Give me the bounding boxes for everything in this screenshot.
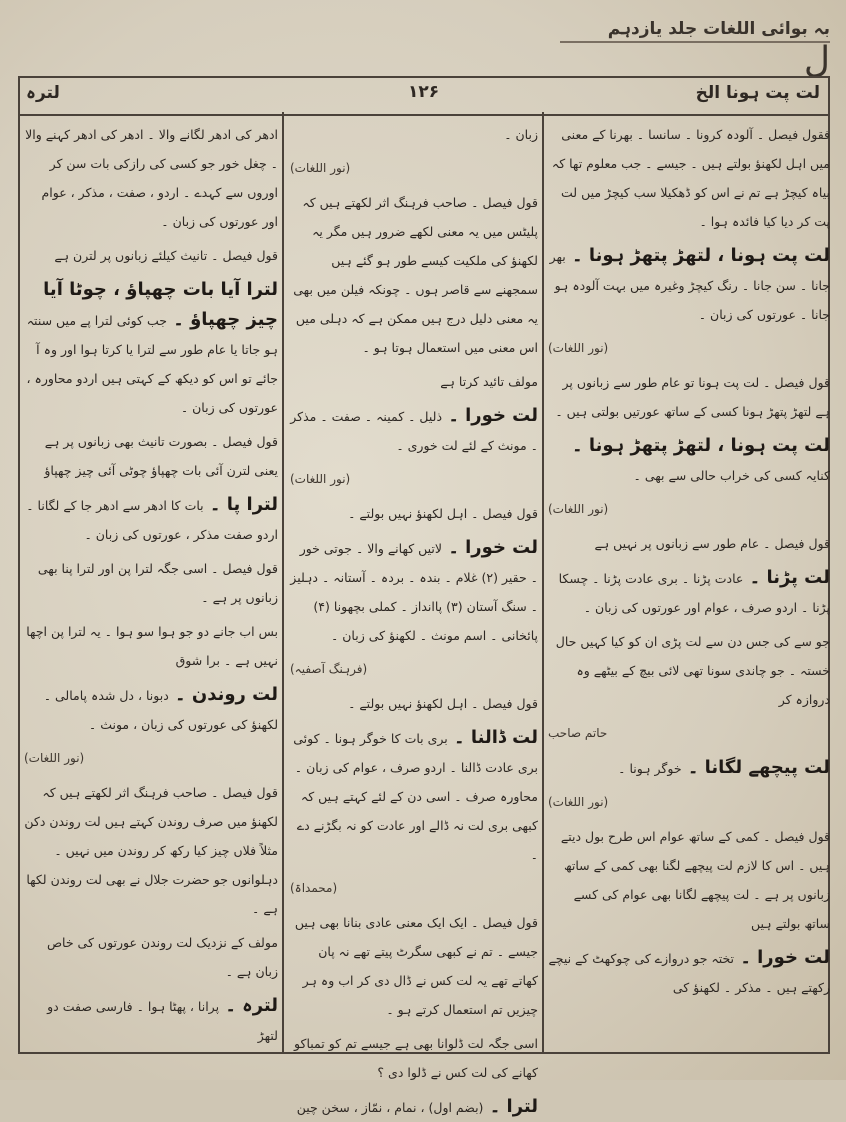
dictionary-entry	[548, 788, 830, 817]
entry-text: قول فیصل ۔ اہل لکھنؤ نہیں بولتے ۔	[348, 506, 538, 521]
dictionary-entry	[290, 689, 538, 718]
dictionary-entry	[24, 991, 278, 1050]
entry-headword: لت خورا ۔	[442, 537, 538, 558]
entry-headword: لت پڑنا ۔	[743, 567, 830, 588]
entry-headword: لت پت ہونا ، لتھڑ پتھڑ ہونا ۔	[565, 245, 830, 266]
entry-text: قول فیصل ۔ اہل لکھنؤ نہیں بولتے ۔	[348, 696, 538, 711]
dictionary-entry	[24, 554, 278, 612]
dictionary-entry	[24, 744, 278, 773]
running-head: بہ بوائی اللغات جلد یازدہم	[560, 18, 830, 43]
dictionary-entry	[290, 1092, 538, 1122]
entry-source-ref: (نور اللغات)	[290, 472, 351, 486]
dictionary-entry	[290, 499, 538, 528]
dictionary-entry	[548, 627, 830, 714]
entry-source-ref: (فرہنگ آصفیہ)	[290, 662, 368, 676]
dictionary-entry	[290, 401, 538, 460]
dictionary-entry	[548, 495, 830, 524]
header-right-word: لت پت ہونا الخ	[695, 83, 820, 103]
dictionary-entry	[290, 120, 538, 149]
entry-source-ref: (نور اللغات)	[24, 751, 85, 765]
column-divider	[282, 112, 284, 1052]
dictionary-entry	[290, 154, 538, 183]
entry-text: قول فیصل ۔ لت پت ہونا تو عام طور سے زبانوں پر ہے لتھڑ پتھڑ ہونا کسی کے ساتھ عورتیں بولتی ہیں ۔	[555, 375, 830, 419]
dictionary-entry	[290, 1029, 538, 1087]
entry-text: (بضم اول) ، نمام ، نمّاز ، سخن چین	[296, 1100, 484, 1115]
column-divider	[542, 112, 544, 1052]
entry-text: ادھر کی ادھر لگانے والا ۔ ادھر کی ادھر کہنے والا ۔ چغل خور جو کسی کی رازکی بات سن کر اوروں سے کہدے ۔ اردو ، صفت ، مذکر ، عوام اور عورتوں کی زبان ۔	[25, 127, 278, 229]
dictionary-entry	[290, 655, 538, 684]
entry-text: کنایہ کسی کی خراب حالی سے بھی ۔	[633, 468, 830, 483]
entry-source-ref: (نور اللغات)	[290, 161, 351, 175]
entry-text: مولف تائید کرتا ہے	[440, 374, 538, 389]
column-middle	[290, 120, 538, 1117]
dictionary-entry	[290, 908, 538, 1024]
entry-text: مولف کے نزدیک لت روندن عورتوں کی خاص زبان ہے ۔	[46, 935, 278, 979]
dictionary-entry	[290, 723, 538, 869]
entry-headword: لت روندن ۔	[168, 684, 278, 705]
dictionary-entry	[548, 563, 830, 622]
dictionary-entry	[548, 943, 830, 1002]
dictionary-entry	[290, 533, 538, 650]
outer-border-left	[18, 76, 20, 1054]
entry-source-ref: (نور اللغات)	[548, 502, 609, 516]
entry-text: پرانا ، پھٹا ہوا ۔ فارسی صفت دو لتھڑ	[47, 999, 278, 1043]
entry-text: قول فیصل ۔ اسی جگہ لترا پن اور لترا پنا بھی زبانوں پر ہے ۔	[37, 561, 278, 605]
entry-text: ذلیل ۔ کمینہ ۔ صفت ۔ مذکر ۔ مونث کے لئے لت خوری ۔	[290, 409, 538, 453]
header-left-word: لترہ	[26, 83, 60, 103]
dictionary-entry	[548, 822, 830, 938]
dictionary-entry	[24, 928, 278, 986]
entry-text: جو سے کی جس دن سے لت پڑی ان کو کیا کہیں حال خستہ ۔ جو چاندی سونا تھی لائی بیچ کے بیٹھے وہ دروازہ کر	[555, 634, 830, 707]
dictionary-entry	[24, 241, 278, 270]
entry-text: بات کا ادھر سے ادھر جا کے لگانا ۔ اردو صفت مذکر ، عورتوں کی زبان ۔	[26, 498, 278, 542]
entry-text: دبونا ، دل شدہ پامالی ۔ لکھنؤ کی عورتوں کی زبان ، مونث ۔	[43, 688, 278, 732]
dictionary-entry	[548, 334, 830, 363]
entry-text: قول فیصل ۔ کمی کے ساتھ عوام اس طرح بول دیتے ہیں ۔ اس کا لازم لت پیچھے لگنا بھی کمی کے ساتھ زبانوں پر ہے ۔ لت پیچھے لگانا بھی عوام کی کسے ساتھ بولتے ہیں	[560, 829, 830, 931]
dictionary-entry	[548, 719, 830, 748]
column-right	[548, 120, 830, 1048]
entry-headword: لترا پا ۔	[203, 494, 278, 515]
entry-text: خوگر ہونا ۔	[618, 761, 682, 776]
entry-headword: لت پیچھے لگانا ۔	[681, 757, 830, 778]
dictionary-entry	[24, 680, 278, 739]
entry-source-ref: (نور اللغات)	[548, 795, 609, 809]
dictionary-entry	[24, 617, 278, 675]
entry-headword: لت خورا ۔	[734, 947, 830, 968]
entry-text: جب کوئی لترا پے میں سنتہ ہو جاتا یا عام طور سے لترا یا کرتا ہوا اور وہ آ جائے تو اس کو دیکھ کے کہتی ہیں اردو محاورہ ، عورتوں کی زبان ۔	[26, 313, 278, 415]
dictionary-entry	[24, 778, 278, 923]
page-number: ۱۲۶	[408, 82, 440, 102]
dictionary-entry	[290, 874, 538, 903]
entry-text: بھر جانا ۔ سن جانا ۔ رنگ کیچڑ وغیرہ میں بہت آلودہ ہو جانا ۔ عورتوں کی زبان ۔	[549, 249, 830, 322]
entry-source-ref: حاتم صاحب	[548, 726, 608, 740]
entry-headword: لترا ۔	[483, 1096, 538, 1117]
corner-letter: ل	[803, 40, 830, 81]
dictionary-entry	[548, 120, 830, 236]
entry-text: قول فیصل ۔ ایک ایک معنی عادی بنانا بھی ہیں جیسے ۔ تم نے کبھی سگرٹ پیتے تھے نہ پان کھاتے تھے یہ لت کس نے ڈال دی کر اب وہ ہر چیزیں تم استعمال کرتے ہو ۔	[294, 915, 538, 1017]
entry-text: فقول فیصل ۔ آلودہ کرونا ۔ سانسا ۔ بھرنا کے معنی میں اہل لکھنؤ بولتے ہیں ۔ جیسے ۔ جب معلوم تھا کہ بیاہ کیچڑ ہے تم نے اس کو ڈھکیلا سب کیچڑ میں لت پت کر دیا کیا فائدہ ہوا ۔	[551, 127, 830, 229]
entry-text: بس اب جانے دو جو ہوا سو ہوا ۔ یہ لترا پن اچھا نہیں ہے ۔ برا شوق	[26, 624, 278, 668]
dictionary-entry	[548, 431, 830, 490]
page-header	[18, 76, 830, 116]
entry-text: تختہ جو دروازے کی چوکھٹ کے نیچے رکھتے ہیں ۔ مذکر ۔ لکھنؤ کی	[548, 951, 830, 995]
entry-source-ref: (نور اللغات)	[548, 341, 609, 355]
entry-headword: لت ڈالنا ۔	[447, 727, 538, 748]
entry-headword: لترہ ۔	[219, 995, 278, 1016]
dictionary-entry	[290, 367, 538, 396]
entry-text: عادت پڑنا ۔ بری عادت پڑنا ۔ چسکا پڑنا ۔ اردو صرف ، عوام اور عورتوں کی زبان ۔	[558, 571, 830, 615]
dictionary-entry	[24, 275, 278, 422]
dictionary-entry	[548, 529, 830, 558]
dictionary-entry	[24, 120, 278, 236]
entry-headword: لت خورا ۔	[442, 405, 538, 426]
dictionary-entry	[548, 753, 830, 783]
dictionary-entry	[290, 465, 538, 494]
entry-text: قول فیصل ۔ بصورت تانیث بھی زبانوں پر ہے یعنی لترن آئی بات چھپاؤ چوٹی آئی چیز چھپاؤ	[44, 434, 278, 478]
dictionary-entry	[290, 188, 538, 362]
entry-text: بری بات کا خوگر ہونا ۔ کوئی بری عادت ڈالنا ۔ اردو صرف ، عوام کی زبان ۔ محاورہ صرف ۔ اسی دن کے لئے کہتے ہیں کہ کبھی بری لت نہ ڈالے اور عادت کو نہ بگڑنے دے ۔	[293, 731, 538, 862]
entry-text: اسی جگہ لت ڈلوانا بھی ہے جیسے تم کو تمباکو کھانے کی لت کس نے ڈلوا دی ؟	[294, 1036, 538, 1080]
dictionary-entry	[24, 490, 278, 549]
entry-text: قول فیصل ۔ صاحب فرہنگ اثر لکھتے ہیں کہ پلیٹس میں یہ معنی لکھے ضرور ہیں مگر یہ لکھنؤ کی ملکیت کیسے طور ہو گئے ہیں سمجھنے سے قاصر ہوں ۔ چونکہ فیلن میں بھی یہ معنی دلیل درج ہیں ممکن ہے کہ دہلی میں اس معنی میں استعمال ہوتا ہو ۔	[293, 195, 538, 355]
dictionary-entry	[24, 427, 278, 485]
entry-headword: لت پت ہونا ، لتھڑ پتھڑ ہونا ۔	[572, 435, 830, 456]
entry-text: لاتیں کھانے والا ۔ جوتی خور ۔ حقیر (۲) غلام ۔ بندہ ۔ بردہ ۔ آستانہ ۔ دہلیز ۔ سنگ آستان (۳) پاانداز ۔ کملی بچھونا (۴) پائخانی ۔ اسم مونث ۔ لکھنؤ کی زبان ۔	[290, 541, 538, 643]
entry-text: قول فیصل ۔ تانیث کیلئے زبانوں پر لترن ہے	[54, 248, 278, 263]
entry-headword: لترا آیا بات چھپاؤ ، چوٹا آیا چیز چھپاؤ ۔	[43, 279, 278, 330]
entry-text: قول فیصل ۔ صاحب فرہنگ اثر لکھتے ہیں کہ لکھنؤ میں صرف روندن کہتے ہیں لت روندن دکن مثلاً فلاں چیز کیا رکھ کر روندن میں نہیں ۔ دہلوانوں جو حضرت جلال نے بھی لت روندن لکھا ہے ۔	[24, 785, 278, 916]
entry-source-ref: (محمداۃ)	[290, 881, 338, 895]
entry-text: قول فیصل ۔ عام طور سے زبانوں پر نہیں ہے	[594, 536, 830, 551]
dictionary-entry	[548, 241, 830, 329]
entry-text: زبان ۔	[504, 127, 538, 142]
dictionary-entry	[548, 368, 830, 426]
column-left	[24, 120, 278, 1048]
